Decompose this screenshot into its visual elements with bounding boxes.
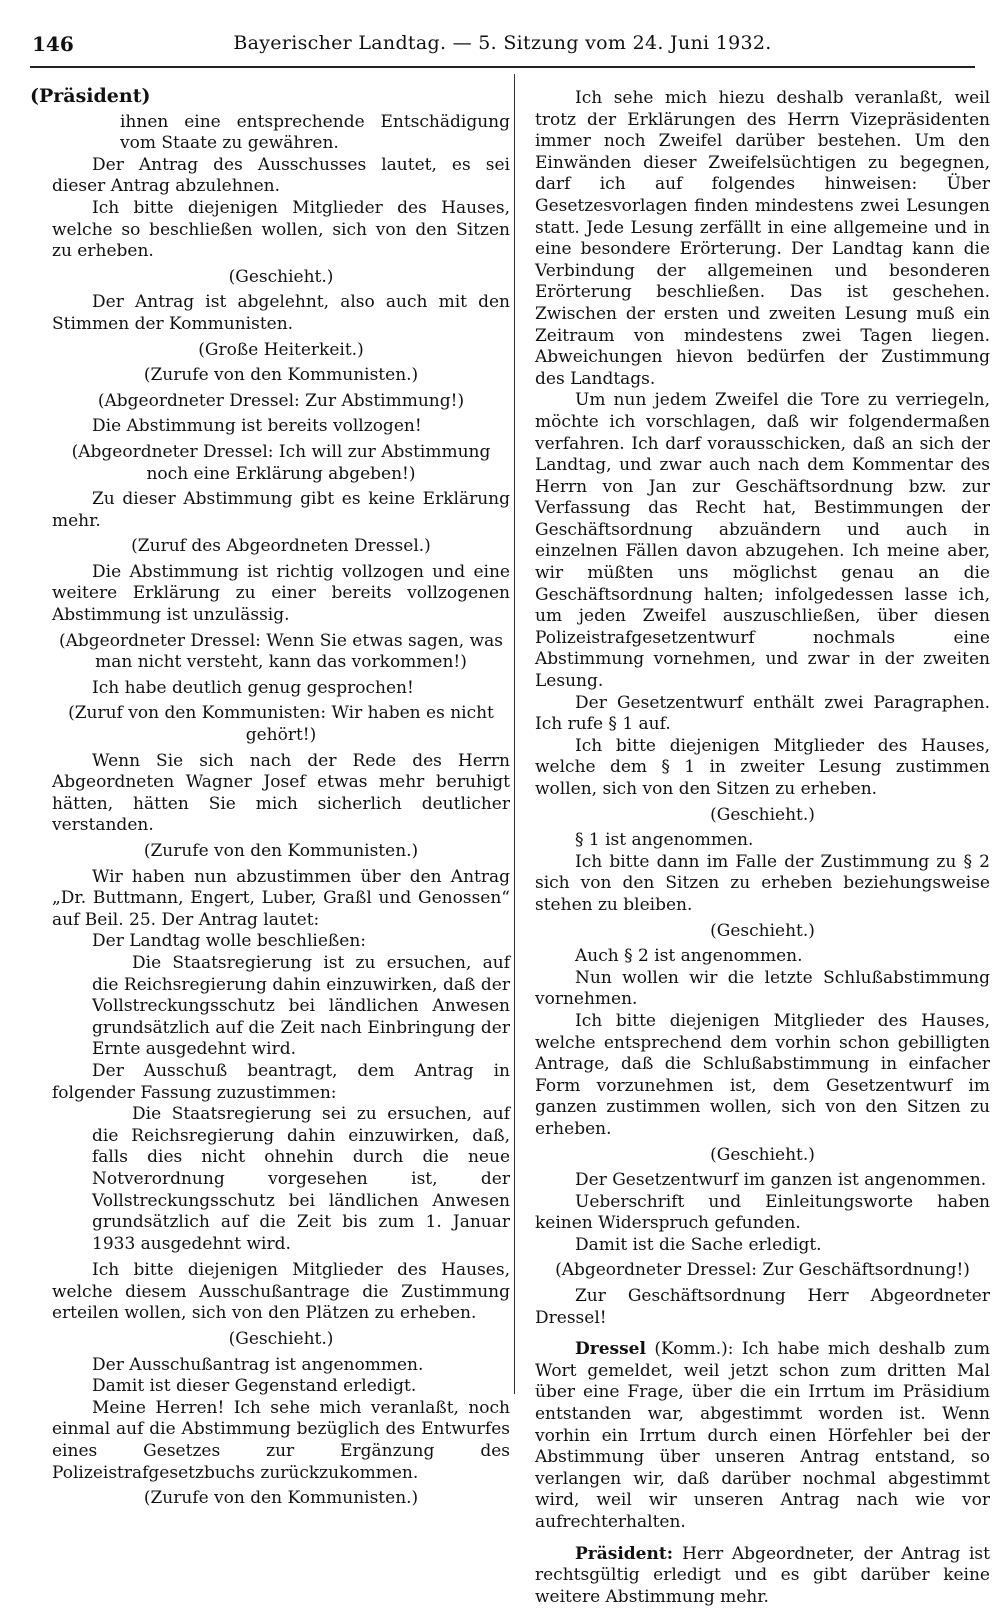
speech-text: Herr Abgeordneter, der Antrag ist rechtsgültig erledigt und es gibt darüber keine weitere Abstimmung mehr.	[535, 1543, 990, 1607]
stage-note: (Abgeordneter Dressel: Zur Geschäftsordnung!)	[555, 1260, 970, 1281]
paragraph: Wenn Sie sich nach der Rede des Herrn Abgeordneten Wagner Josef etwas mehr beruhigt hätten, hätten Sie mich sicherlich deutlicher verstanden.	[52, 750, 510, 836]
running-header	[30, 26, 975, 68]
stage-note: (Zurufe von den Kommunisten.)	[143, 841, 419, 861]
paragraph: Der Gesetzentwurf im ganzen ist angenommen.	[575, 1170, 987, 1191]
paragraph: Ich bitte dann im Falle der Zustimmung zu § 2 sich von den Sitzen zu erheben beziehungsweise stehen zu bleiben.	[535, 851, 990, 915]
speech-president	[535, 1544, 990, 1608]
paragraph: Ich habe deutlich genug gesprochen!	[92, 677, 414, 698]
paragraph: Der Gesetzentwurf enthält zwei Paragraphen. Ich rufe § 1 auf.	[535, 692, 990, 735]
paragraph: Der Antrag ist abgelehnt, also auch mit den Stimmen der Kommunisten.	[52, 292, 510, 334]
stage-note: (Geschieht.)	[710, 1144, 815, 1165]
paragraph: Der Ausschußantrag ist angenommen.	[92, 1354, 424, 1375]
speaker-party: (Komm.):	[645, 1339, 742, 1360]
stage-note: (Geschieht.)	[228, 1329, 334, 1350]
paragraph: Ich bitte diejenigen Mitglieder des Hauses, welche so beschließen wollen, sich von den Sitzen zu erheben.	[52, 197, 510, 262]
stage-note: (Zurufe von den Kommunisten.)	[143, 1488, 419, 1509]
quoted-motion: Die Staatsregierung sei zu ersuchen, auf die Reichsregierung dahin einzuwirken, daß, falls dies nicht ohnehin durch die neue Notverordnung vorgesehen ist, der Vollstreckungsschutz bei ländlichen Anwesen grundsätzlich auf die Zeit bis zum 1. Januar 1933 ausgedehnt wird.	[92, 1104, 510, 1254]
page-number: 146	[32, 32, 74, 56]
paragraph: Der Ausschuß beantragt, dem Antrag in folgender Fassung zuzustimmen:	[52, 1060, 510, 1103]
stage-note: (Große Heiterkeit.)	[198, 339, 364, 360]
paragraph: Der Landtag wolle beschließen:	[92, 931, 367, 952]
speech-dressel	[535, 1339, 990, 1533]
paragraph: Ich bitte diejenigen Mitglieder des Hauses, welche dem § 1 in zweiter Lesung zustimmen wollen, sich von den Sitzen zu erheben.	[535, 735, 990, 799]
paragraph: Damit ist dieser Gegenstand erledigt.	[92, 1376, 417, 1397]
left-column	[30, 85, 510, 1514]
stage-note: (Geschieht.)	[710, 804, 815, 825]
paragraph: Ich sehe mich hiezu deshalb veranlaßt, weil trotz der Erklärungen des Herrn Vizepräsidenten immer noch Zweifel darüber bestehen. Um den Einwänden dieser Zweifelsüchtigen zu begegnen, darf ich auf folgendes hinweisen: Über Gesetzesvorlagen finden mindestens zwei Lesungen statt. Jede Lesung zerfällt in eine allgemeine und in eine besondere Erörterung. Der Landtag kann die Verbindung der allgemeinen und besonderen Erörterung beschließen. Das ist geschehen. Zwischen der ersten und zweiten Lesung muß ein Zeitraum von mindestens zwei Tagen liegen. Abweichungen hievon bedürfen der Zustimmung des Landtags.	[535, 88, 990, 389]
running-title: Bayerischer Landtag. — 5. Sitzung vom 24. Juni 1932.	[233, 32, 772, 54]
quoted-motion: Die Staatsregierung ist zu ersuchen, auf die Reichsregierung dahin einzuwirken, daß der Vollstreckungsschutz bei ländlichen Anwesen grundsätzlich auf die Zeit nach Einbringung der Ernte ausgedehnt wird.	[92, 952, 510, 1060]
right-column	[535, 88, 990, 1608]
paragraph: Die Abstimmung ist richtig vollzogen und eine weitere Erklärung zu einer bereits vollzogenen Abstimmung ist unzulässig.	[52, 561, 510, 626]
paragraph: ihnen eine entsprechende Entschädigung vom Staate zu gewähren.	[120, 111, 510, 154]
paragraph: Der Antrag des Ausschusses lautet, es sei dieser Antrag abzulehnen.	[52, 154, 510, 197]
stage-note: (Abgeordneter Dressel: Ich will zur Abstimmung noch eine Erklärung abgeben!)	[71, 441, 491, 484]
speaker-name: Dressel	[575, 1339, 646, 1360]
speaker-heading: (Präsident)	[30, 85, 151, 107]
stage-note: (Zuruf von den Kommunisten: Wir haben es nicht gehört!)	[68, 703, 494, 746]
paragraph: Damit ist die Sache erledigt.	[575, 1234, 822, 1255]
paragraph: Auch § 2 ist angenommen.	[575, 946, 803, 967]
column-divider	[514, 74, 515, 1394]
stage-note: (Zuruf des Abgeordneten Dressel.)	[131, 536, 431, 557]
stage-note: (Geschieht.)	[228, 266, 334, 287]
stage-note: (Zurufe von den Kommunisten.)	[143, 365, 419, 386]
paragraph: Zu dieser Abstimmung gibt es keine Erklärung mehr.	[52, 489, 510, 531]
speaker-name: Präsident:	[575, 1543, 683, 1564]
paragraph: Zur Geschäftsordnung Herr Abgeordneter Dressel!	[535, 1286, 990, 1328]
paragraph: Wir haben nun abzustimmen über den Antrag „Dr. Buttmann, Engert, Luber, Graßl und Genossen“ auf Beil. 25. Der Antrag lautet:	[52, 866, 510, 930]
paragraph: Ich bitte diejenigen Mitglieder des Hauses, welche entsprechend dem vorhin schon gebilligten Antrage, daß die Schlußabstimmung in einfacher Form vorzunehmen ist, dem Gesetzentwurf im ganzen zustimmen wollen, sich von den Sitzen zu erheben.	[535, 1010, 990, 1139]
paragraph: Nun wollen wir die letzte Schlußabstimmung vornehmen.	[535, 967, 990, 1010]
paragraph: § 1 ist angenommen.	[575, 830, 754, 851]
stage-note: (Abgeordneter Dressel: Wenn Sie etwas sagen, was man nicht versteht, kann das vorkommen!)	[59, 630, 503, 673]
speech-text: Ich habe mich deshalb zum Wort gemeldet, weil jetzt schon zum dritten Mal über eine Frage, über die ein Irrtum im Präsidium entstanden war, abgestimmt worden ist. Wenn vorhin ein Irrtum durch einen Hörfehler bei der Abstimmung über unseren Antrag entstand, so verlangen wir, daß darüber nochmal abgestimmt wird, weil wir unseren Antrag nach wie vor aufrechterhalten.	[535, 1339, 990, 1532]
paragraph: Ueberschrift und Einleitungsworte haben keinen Widerspruch gefunden.	[535, 1191, 990, 1234]
paragraph: Ich bitte diejenigen Mitglieder des Hauses, welche diesem Ausschußantrage die Zustimmung erteilen wollen, sich von den Plätzen zu erheben.	[52, 1260, 510, 1324]
stage-note: (Abgeordneter Dressel: Zur Abstimmung!)	[97, 390, 465, 411]
stage-note: (Geschieht.)	[710, 920, 815, 941]
paragraph: Um nun jedem Zweifel die Tore zu verriegeln, möchte ich vorschlagen, daß wir folgendermaßen verfahren. Ich darf vorausschicken, daß an sich der Landtag, und zwar auch nach dem Kommentar des Herrn von Jan zur Geschäftsordnung bzw. zur Verfassung das Recht hat, Bestimmungen der Geschäftsordnung abzuändern und auch in einzelnen Fällen davon abzugehen. Ich meine aber, wir müßten uns möglichst genau an die Geschäftsordnung halten; infolgedessen lasse ich, um jeden Zweifel auszuschließen, über diesen Polizeistrafgesetzentwurf nochmals eine Abstimmung vornehmen, und zwar in der zweiten Lesung.	[535, 390, 990, 692]
paragraph: Meine Herren! Ich sehe mich veranlaßt, noch einmal auf die Abstimmung bezüglich des Entwurfes eines Gesetzes zur Ergänzung des Polizeistrafgesetzbuchs zurückzukommen.	[52, 1397, 510, 1483]
paragraph: Die Abstimmung ist bereits vollzogen!	[92, 416, 422, 437]
